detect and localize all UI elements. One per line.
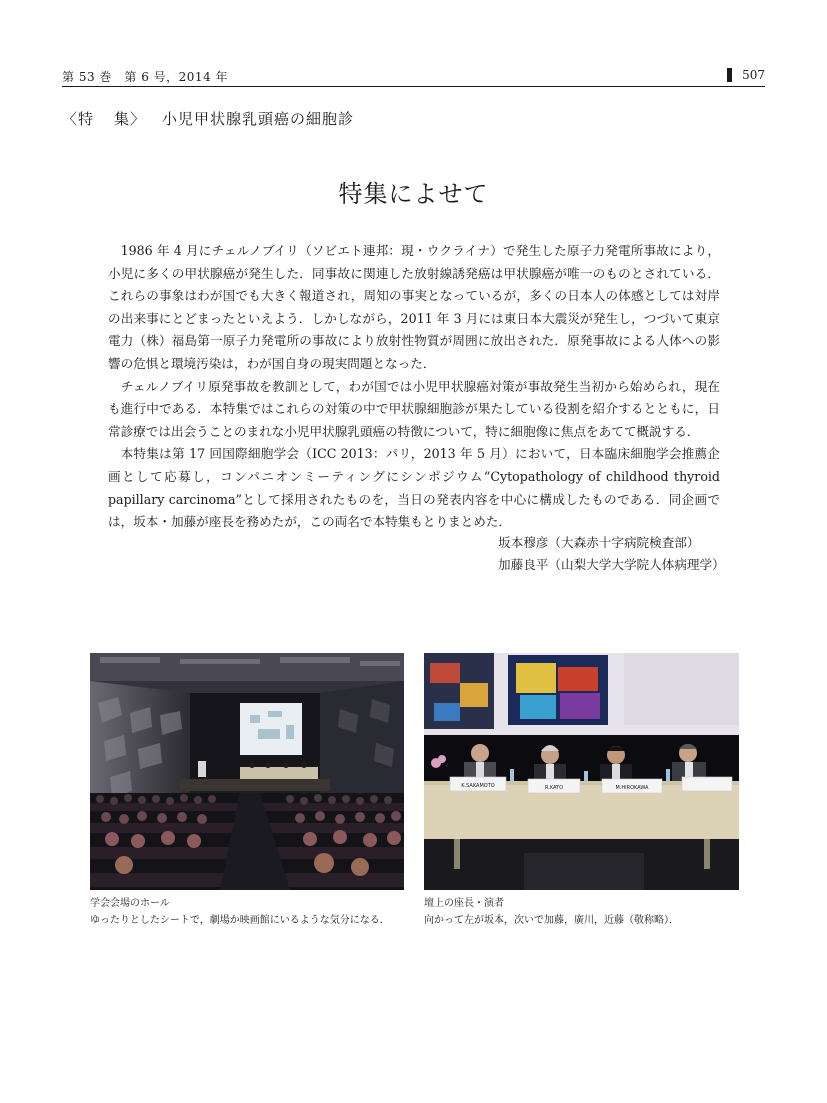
author-signature: 坂本穆彦（大森赤十字病院検査部）	[498, 535, 700, 550]
caption-title: 学会会場のホール	[90, 898, 170, 909]
paragraph: 1986 年 4 月にチェルノブイリ（ソビエト連邦：現・ウクライナ）で発生した原子力発電所事故により，小児に多くの甲状腺癌が発生した．同事故に関連した放射線誘発癌は甲状腺癌が唯一のものとされている．これらの事象はわが国でも大きく報道され，周知の事実となっているが，多くの日本人の体感としては対岸の出来事にとどまったといえよう．しかしながら，2011 年 3 月には東日本大震災が発生し，つづいて東京電力（株）福島第一原子力発電所の事故により放射性物質が周囲に放出された．原発事故による人体への影響の危惧と環境汚染は，わが国自身の現実問題となった．	[108, 243, 720, 371]
section-label	[62, 108, 354, 129]
header-rule	[62, 86, 765, 87]
article-body	[108, 240, 720, 534]
section-topic: 小児甲状腺乳頭癌の細胞診	[162, 110, 355, 128]
name-plate: R.KATO	[544, 785, 564, 791]
page-number: 507	[742, 68, 765, 82]
name-plate: M.HIROKAWA	[615, 785, 649, 791]
header-marker-bar	[727, 68, 732, 82]
figure-caption-left	[90, 895, 406, 929]
author-signatures	[498, 532, 725, 576]
figure-caption-right	[424, 895, 740, 929]
section-label-open: 〈特	[62, 110, 95, 128]
photo-stage-panel	[424, 653, 739, 890]
author-signature: 加藤良平（山梨大学大学院人体病理学）	[498, 557, 725, 572]
caption-text: ゆったりとしたシートで，劇場か映画館にいるような気分になる．	[90, 915, 390, 926]
caption-text: 向かって左が坂本，次いで加藤，廣川，近藤（敬称略）．	[424, 915, 679, 926]
page-number-block	[727, 68, 765, 82]
article-title: 特集によせて	[338, 180, 489, 208]
conference-hall-illustration	[90, 653, 404, 890]
photo-conference-hall	[90, 653, 404, 890]
stage-panel-illustration	[424, 653, 739, 890]
section-label-close: 集〉	[114, 110, 147, 128]
caption-title: 壇上の座長・演者	[424, 898, 504, 909]
paragraph: 本特集は第 17 回国際細胞学会（ICC 2013：パリ，2013 年 5 月）において，日本臨床細胞学会推薦企画として応募し，コンパニオンミーティングにシンポジウム“Cytopathology of childhood thyroid papillary carcinoma”として採用されたものを，当日の発表内容を中心に構成したものである．同企画では，坂本・加藤が座長を務めたが，この両名で本特集もとりまとめた．	[108, 446, 720, 530]
paragraph: チェルノブイリ原発事故を教訓として，わが国では小児甲状腺癌対策が事故発生当初から始められ，現在も進行中である．本特集ではこれらの対策の中で甲状腺細胞診が果たしている役割を紹介するとともに，日常診療では出会うことのまれな小児甲状腺乳頭癌の特徴について，特に細胞像に焦点をあてて概説する．	[108, 378, 720, 439]
journal-volume-info: 第 53 巻 第 6 号，2014 年	[62, 70, 229, 84]
name-plate: K.SAKAMOTO	[461, 783, 495, 789]
